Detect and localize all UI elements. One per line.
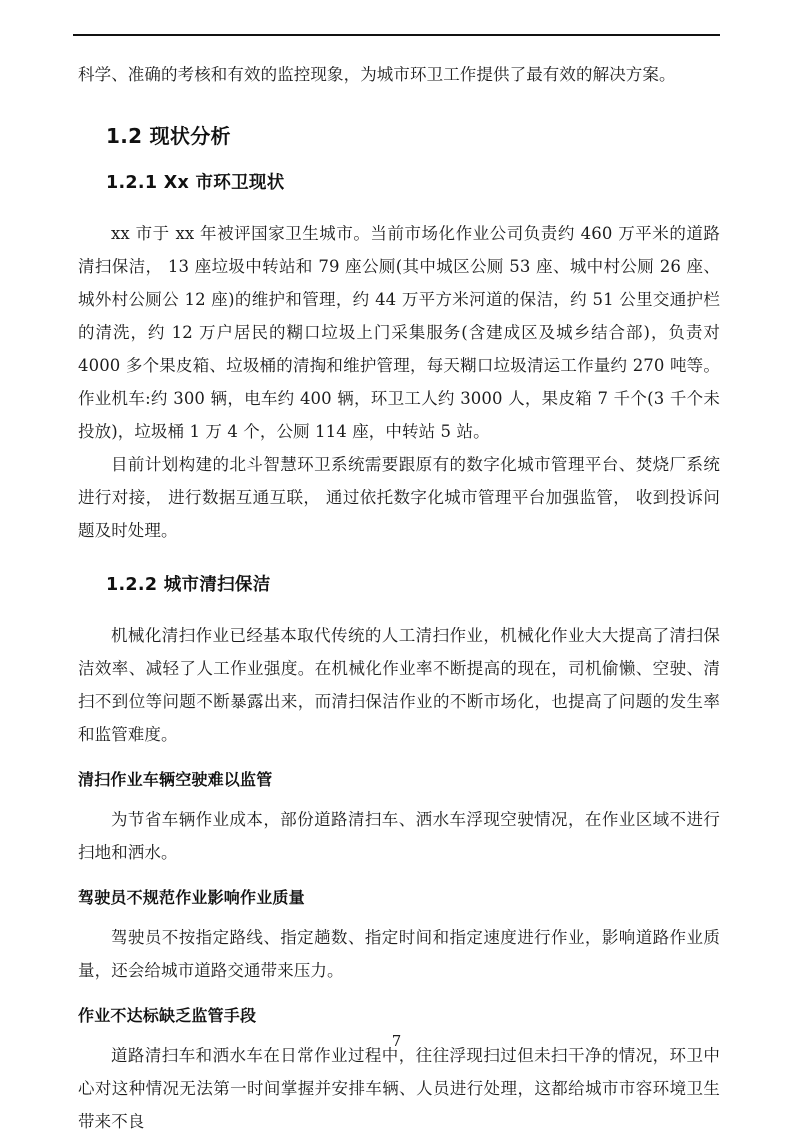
spacer — [78, 197, 720, 217]
paragraph-beidou-platform-plan: 目前计划构建的北斗智慧环卫系统需要跟原有的数字化城市管理平台、焚烧厂系统进行对接， 进行数据互通互联， 通过依托数字化城市管理平台加强监管， 收到投诉问题及时处理。 — [78, 455, 720, 540]
heading-1-2-1-city-sanitation-status: 1.2.1 Xx 市环卫现状 — [106, 173, 285, 193]
spacer — [78, 599, 720, 619]
paragraph-irregular-driver-operation: 驾驶员不按指定路线、指定趟数、指定时间和指定速度进行作业，影响道路作业质量，还会给城市道路交通带来压力。 — [78, 928, 720, 980]
spacer — [78, 795, 720, 803]
paragraph-city-statistics: xx 市于 xx 年被评国家卫生城市。当前市场化作业公司负责约 460 万平米的道路清扫保洁， 13 座垃圾中转站和 79 座公厕(其中城区公厕 53 座、城中村公厕 26 座、城外村公厕公 12 座)的维护和管理，约 44 万平方米河道的保洁，约 51 公里交通护栏的清洗，约 12 万户居民的糊口垃圾上门采集服务(含建成区及城乡结合部)，负责对4000 多个果皮箱、垃圾桶的清掏和维护管理，每天糊口垃圾清运工作量约 270 吨等。作业机车:约 300 辆，电车约 400 辆，环卫工人约 3000 人，果皮箱 7 千个(3 千个未投放)，垃圾桶 1 万 4 个，公厕 114 座，中转站 5 站。 — [78, 224, 720, 441]
heading-1-2-current-situation-analysis: 1.2 现状分析 — [106, 124, 231, 148]
spacer — [78, 869, 720, 883]
header-rule — [73, 34, 720, 36]
paragraph-mechanized-cleaning: 机械化清扫作业已经基本取代传统的人工清扫作业，机械化作业大大提高了清扫保洁效率、减轻了人工作业强度。在机械化作业率不断提高的现在，司机偷懒、空驶、清扫不到位等问题不断暴露出来，而清扫保洁作业的不断市场化，也提高了问题的发生率和监管难度。 — [78, 626, 720, 744]
subheading-substandard-operation: 作业不达标缺乏监管手段 — [78, 1006, 257, 1025]
spacer — [78, 913, 720, 921]
spacer — [78, 151, 720, 169]
subheading-irregular-driver-operation: 驾驶员不规范作业影响作业质量 — [78, 888, 305, 907]
heading-1-2-2-city-street-cleaning: 1.2.2 城市清扫保洁 — [106, 575, 271, 595]
spacer — [78, 547, 720, 571]
page-content — [78, 58, 720, 1138]
subheading-idle-driving-supervision: 清扫作业车辆空驶难以监管 — [78, 770, 273, 789]
spacer — [78, 751, 720, 765]
spacer — [78, 91, 720, 121]
spacer — [78, 987, 720, 1001]
page-number: 7 — [391, 1032, 402, 1050]
paragraph-intro-continuation: 科学、准确的考核和有效的监控现象，为城市环卫工作提供了最有效的解决方案。 — [78, 65, 676, 84]
paragraph-idle-driving: 为节省车辆作业成本，部份道路清扫车、洒水车浮现空驶情况，在作业区域不进行扫地和洒水。 — [78, 810, 720, 862]
paragraph-substandard-operation: 道路清扫车和洒水车在日常作业过程中，往往浮现扫过但未扫干净的情况，环卫中心对这种情况无法第一时间掌握并安排车辆、人员进行处理，这都给城市市容环境卫生带来不良 — [78, 1046, 720, 1131]
